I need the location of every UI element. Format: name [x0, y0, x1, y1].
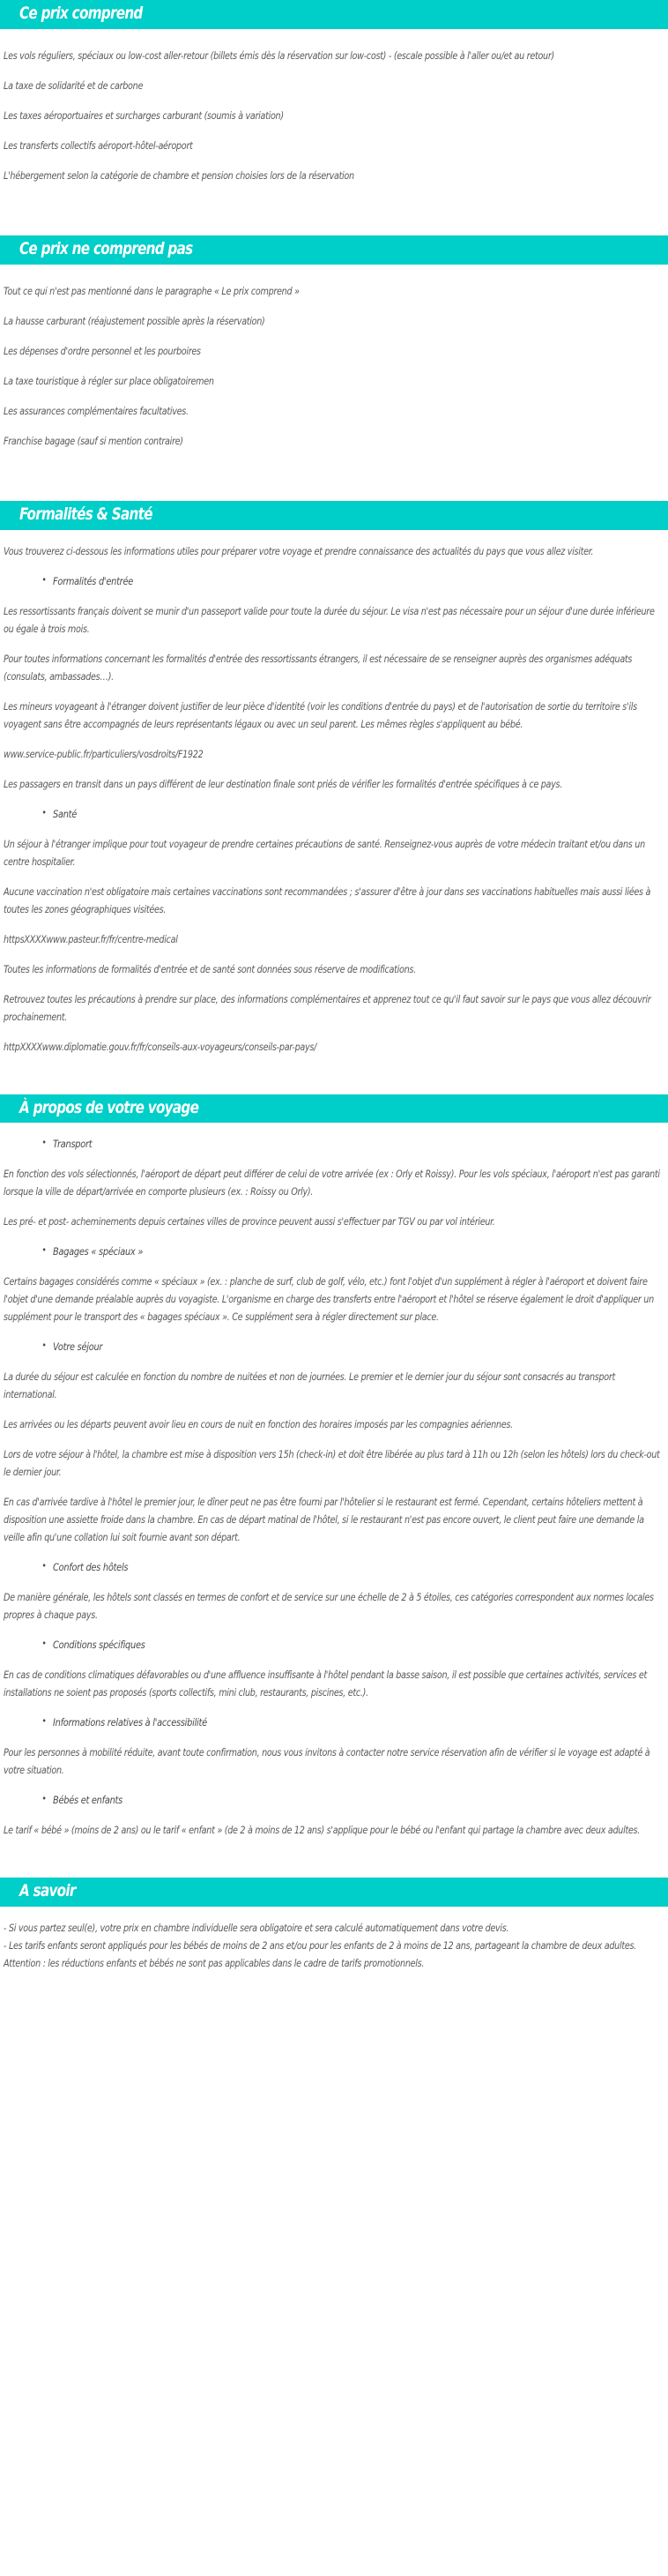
paragraph: Les mineurs voyageant à l'étranger doivent justifier de leur pièce d'identité (voir les conditions d'entrée du pays) et de l'autorisation de sortie du territoire s'ils voyagent sans être accompagnés de leurs représentants légaux ou avec un seul parent. Les mêmes règles s'appliquent au bébé.	[4, 699, 637, 730]
section-body	[0, 1135, 668, 1839]
paragraph: Certains bagages considérés comme « spéciaux » (ex. : planche de surf, club de golf, vélo, etc.) font l'objet d'un supplément à régler à l'aéroport et doivent faire l'objet d'une demande préalable auprès du voyagiste. L'organisme en charge des transferts entre l'aéroport et l'hôtel se réserve également le droit d'appliquer un supplément pour le transport des « bagages spéciaux ». Ce supplément sera à régler directement sur place.	[4, 1275, 654, 1324]
note-line: - Les tarifs enfants seront appliqués pour les bébés de moins de 2 ans et/ou pour les enfants de 2 à moins de 12 ans, partageant la chambre de deux adultes.	[4, 1939, 636, 1953]
paragraph: En cas de conditions climatiques défavorables ou d'une affluence insuffisante à l'hôtel pendant la basse saison, il est possible que certaines activités, services et installations ne soient pas proposés (sports collectifs, mini club, restaurants, piscines, etc.).	[4, 1669, 647, 1699]
note-line: - Si vous partez seul(e), votre prix en chambre individuelle sera obligatoire et sera calculé automatiquement dans votre devis.	[4, 1922, 509, 1935]
paragraph: Lors de votre séjour à l'hôtel, la chambre est mise à disposition vers 15h (check-in) et doit être libérée au plus tard à 11h ou 12h (selon les hôtels) lors du check-out le dernier jour.	[4, 1448, 660, 1479]
section-spacer	[0, 1839, 668, 1878]
section-title: Ce prix ne comprend pas	[19, 238, 193, 258]
list-item: • Votre séjour	[53, 1338, 568, 1355]
bullet-list	[4, 1135, 663, 1153]
list-item: • Bagages « spéciaux »	[53, 1243, 568, 1260]
paragraph: Les assurances complémentaires facultatives.	[4, 404, 189, 417]
paragraph: Aucune vaccination n'est obligatoire mais certaines vaccinations sont recommandées ; s'assurer d'être à jour dans ses vaccinations habituelles mais aussi liées à toutes les zones géographiques visitées.	[4, 885, 651, 915]
paragraph: La taxe touristique à régler sur place obligatoiremen	[4, 374, 214, 387]
link-service-public[interactable]: www.service-public.fr/particuliers/vosdroits/F1922	[4, 747, 204, 760]
paragraph: Les arrivées ou les départs peuvent avoir lieu en cours de nuit en fonction des horaires imposés par les compagnies aériennes.	[4, 1418, 513, 1431]
paragraph: Les dépenses d'ordre personnel et les pourboires	[4, 344, 201, 357]
section-title: A savoir	[19, 1881, 76, 1901]
bullet-list	[4, 1636, 663, 1654]
section-header-band	[0, 1878, 668, 1907]
paragraph: Toutes les informations de formalités d'entrée et de santé sont données sous réserve de modifications.	[4, 962, 416, 975]
paragraph: Les vols réguliers, spéciaux ou low-cost aller-retour (billets émis dès la réservation sur low-cost) - (escale possible à l'aller ou/et au retour)	[4, 49, 554, 62]
section-body	[0, 1919, 668, 1972]
paragraph: De manière générale, les hôtels sont classés en termes de confort et de service sur une échelle de 2 à 5 étoiles, ces catégories correspondent aux normes locales propres à chaque pays.	[4, 1591, 654, 1622]
section-header-band	[0, 0, 668, 29]
paragraph: L'hébergement selon la catégorie de chambre et pension choisies lors de la réservation	[4, 168, 354, 182]
paragraph: Vous trouverez ci-dessous les informations utiles pour préparer votre voyage et prendre connaissance des actualités du pays que vous allez visiter.	[4, 544, 594, 557]
section-header-band	[0, 501, 668, 530]
link-diplomatie[interactable]: httpXXXXwww.diplomatie.gouv.fr/fr/conseils-aux-voyageurs/conseils-par-pays/	[4, 1040, 317, 1053]
bullet-list	[4, 1338, 663, 1355]
section-body	[0, 282, 668, 450]
bullet-list	[4, 1243, 663, 1260]
section-header-band	[0, 1094, 668, 1124]
list-item: • Confort des hôtels	[53, 1558, 568, 1576]
bullet-list	[4, 1714, 663, 1731]
section-header-band	[0, 235, 668, 265]
section-spacer	[0, 450, 668, 501]
paragraph: La durée du séjour est calculée en fonction du nombre de nuitées et non de journées. Le premier et le dernier jour du séjour sont consacrés au transport international.	[4, 1370, 616, 1401]
link-pasteur[interactable]: httpsXXXXwww.pasteur.fr/fr/centre-medical	[4, 932, 178, 945]
section-spacer	[0, 1056, 668, 1094]
list-item: • Transport	[53, 1135, 568, 1153]
section-title: À propos de votre voyage	[19, 1097, 199, 1117]
section-spacer	[0, 184, 668, 235]
list-item: • Conditions spécifiques	[53, 1636, 568, 1654]
note-line: Attention : les réductions enfants et bébés ne sont pas applicables dans le cadre de tarifs promotionnels.	[4, 1957, 425, 1970]
paragraph: En cas d'arrivée tardive à l'hôtel le premier jour, le dîner peut ne pas être fourni par l'hôtelier si le restaurant est fermé. Cependant, certains hôteliers mettent à disposition une assiette froide dans la chambre. En cas de départ matinal de l'hôtel, si le restaurant n'est pas encore ouvert, le client peut faire une demande la veille afin qu'une collation lui soit fournie avant son départ.	[4, 1496, 644, 1544]
paragraph: Les taxes aéroportuaires et surcharges carburant (soumis à variation)	[4, 108, 284, 122]
section-body	[0, 47, 668, 184]
list-item: • Santé	[53, 805, 568, 823]
section-a-savoir	[0, 1878, 668, 1972]
paragraph: Les passagers en transit dans un pays différent de leur destination finale sont priés de vérifier les formalités d'entrée spécifiques à ce pays.	[4, 777, 563, 790]
list-item: • Bébés et enfants	[53, 1791, 568, 1809]
section-ce-prix-comprend	[0, 0, 668, 184]
bullet-list	[4, 1791, 663, 1809]
section-ce-prix-ne-comprend-pas	[0, 235, 668, 450]
paragraph: La taxe de solidarité et de carbone	[4, 78, 144, 92]
paragraph: Les ressortissants français doivent se munir d'un passeport valide pour toute la durée du séjour. Le visa n'est pas nécessaire pour un séjour d'une durée inférieure ou égale à trois mois.	[4, 604, 655, 635]
section-title: Ce prix comprend	[19, 4, 143, 23]
section-a-propos-de-votre-voyage	[0, 1094, 668, 1840]
list-item: • Informations relatives à l'accessibilité	[53, 1714, 568, 1731]
paragraph: Le tarif « bébé » (moins de 2 ans) ou le tarif « enfant » (de 2 à moins de 12 ans) s'applique pour le bébé ou l'enfant qui partage la chambre avec deux adultes.	[4, 1824, 641, 1837]
paragraph: La hausse carburant (réajustement possible après la réservation)	[4, 314, 265, 327]
paragraph: Pour les personnes à mobilité réduite, avant toute confirmation, nous vous invitons à contacter notre service réservation afin de vérifier si le voyage est adapté à votre situation.	[4, 1746, 650, 1777]
section-formalites-sante	[0, 501, 668, 1056]
bullet-list	[4, 572, 663, 590]
list-item: • Formalités d'entrée	[53, 572, 568, 590]
paragraph: Les pré- et post- acheminements depuis certaines villes de province peuvent aussi s'effectuer par TGV ou par vol intérieur.	[4, 1215, 495, 1228]
section-body	[0, 542, 668, 1056]
paragraph: Un séjour à l'étranger implique pour tout voyageur de prendre certaines précautions de santé. Renseignez-vous auprès de votre médecin traitant et/ou dans un centre hospitalier.	[4, 837, 645, 868]
paragraph: Les transferts collectifs aéroport-hôtel-aéroport	[4, 138, 193, 152]
paragraph: En fonction des vols sélectionnés, l'aéroport de départ peut différer de celui de votre arrivée (ex : Orly et Roissy). Pour les vols spéciaux, l'aéroport n'est pas garanti lorsque la ville de départ/arrivée en comporte plusieurs (ex. : Roissy ou Orly).	[4, 1168, 660, 1198]
section-title: Formalités & Santé	[19, 504, 152, 524]
paragraph: Tout ce qui n'est pas mentionné dans le paragraphe « Le prix comprend »	[4, 284, 300, 297]
bullet-list	[4, 805, 663, 823]
bullet-list	[4, 1558, 663, 1576]
paragraph: Pour toutes informations concernant les formalités d'entrée des ressortissants étrangers, il est nécessaire de se renseigner auprès des organismes adéquats (consulats, ambassades…).	[4, 652, 633, 683]
paragraph: Retrouvez toutes les précautions à prendre sur place, des informations complémentaires et apprenez tout ce qu'il faut savoir sur le pays que vous allez découvrir prochainement.	[4, 992, 651, 1023]
paragraph: Franchise bagage (sauf si mention contraire)	[4, 434, 183, 447]
